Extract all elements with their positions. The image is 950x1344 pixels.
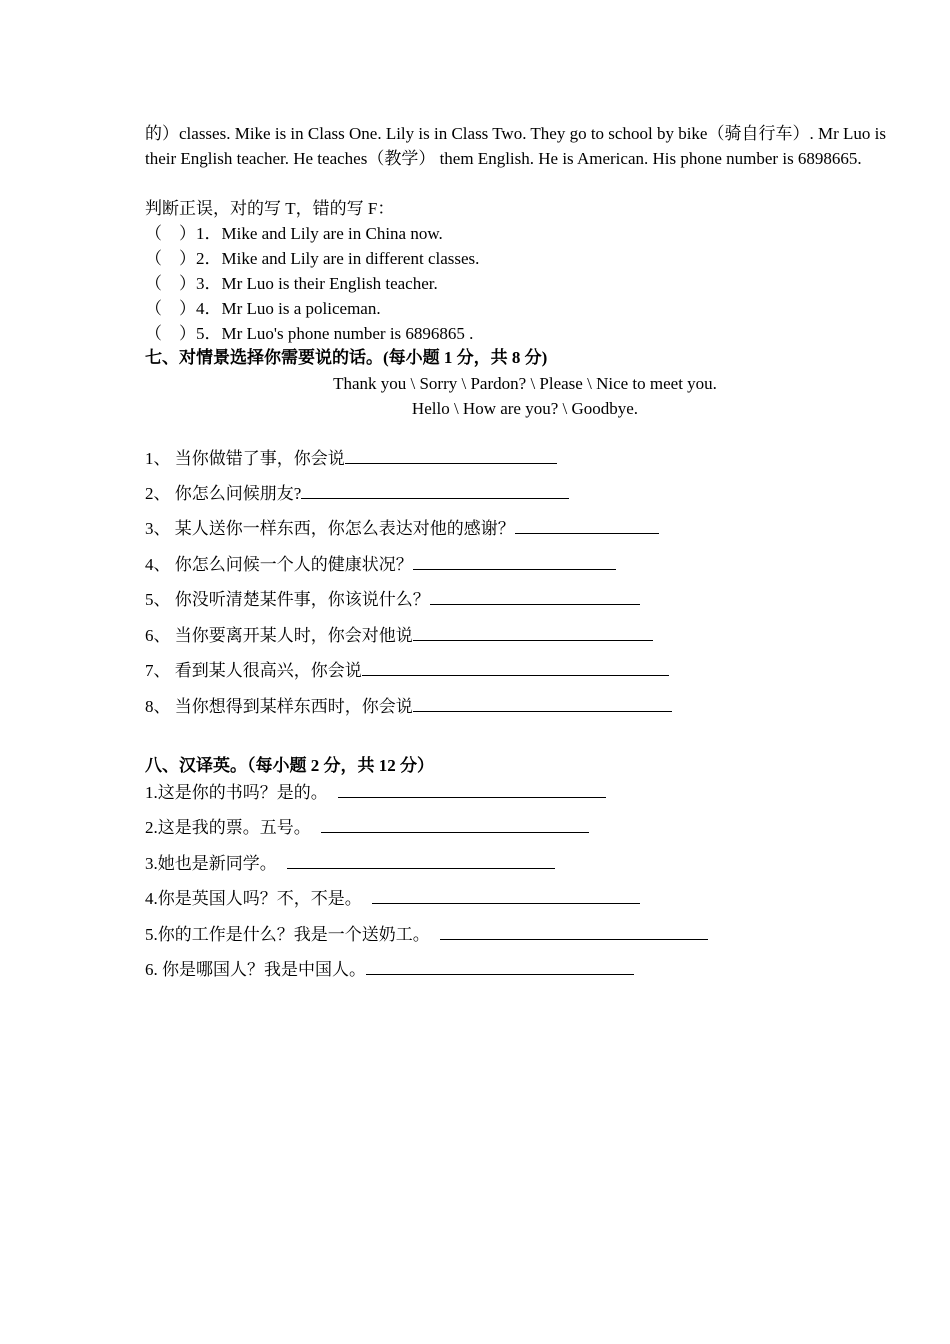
question-7-2 [145,481,569,506]
tf-item-2: （ ）2．Mike and Lily are in different classes. [145,249,480,268]
question-7-3 [145,516,659,541]
answer-blank[interactable] [301,481,569,499]
question-text: 4、 你怎么问候一个人的健康状况？ [145,555,413,574]
question-text: 8、 当你想得到某样东西时，你会说 [145,697,413,716]
question-text: 5.你的工作是什么？我是一个送奶工。 [145,925,430,944]
question-text: 2.这是我的票。五号。 [145,818,311,837]
phrase-options-line-2: Hello \ How are you? \ Goodbye. [411,399,639,418]
question-7-1 [145,446,557,471]
question-text: 2、 你怎么问候朋友? [145,484,302,503]
answer-blank[interactable] [515,516,659,534]
section-7-heading: 七、对情景选择你需要说的话。(每小题 1 分，共 8 分) [145,348,548,367]
answer-blank[interactable] [413,623,653,641]
question-text: 5、 你没听清楚某件事，你该说什么？ [145,590,430,609]
question-8-1 [145,780,606,805]
question-text: 3、 某人送你一样东西，你怎么表达对他的感谢？ [145,519,515,538]
question-text: 3.她也是新同学。 [145,854,277,873]
tf-item-1: （ ）1．Mike and Lily are in China now. [145,224,443,243]
question-text: 7、 看到某人很高兴，你会说 [145,661,362,680]
question-7-5 [145,587,640,612]
reading-paragraph: 的）classes. Mike is in Class One. Lily is in Class Two. They go to school by bike（骑自行车）. Mr Luo is their English teacher. He teaches（教学） them English. He is American. His phone number is 6898665. [145,124,886,168]
question-text: 1、 当你做错了事，你会说 [145,449,345,468]
question-7-6 [145,623,653,648]
question-text: 6. 你是哪国人？我是中国人。 [145,960,366,979]
question-7-4 [145,552,616,577]
answer-blank[interactable] [430,587,640,605]
answer-blank[interactable] [413,694,672,712]
question-8-3 [145,851,555,876]
question-7-7 [145,658,669,683]
answer-blank[interactable] [372,886,640,904]
tf-item-3: （ ）3．Mr Luo is their English teacher. [145,274,438,293]
answer-blank[interactable] [321,815,589,833]
question-8-5 [145,922,708,947]
tf-item-4: （ ）4．Mr Luo is a policeman. [145,299,381,318]
true-false-instruction: 判断正误，对的写 T，错的写 F： [145,199,395,218]
question-7-8 [145,694,672,719]
question-text: 4.你是英国人吗？不，不是。 [145,889,362,908]
answer-blank[interactable] [287,851,555,869]
section-8-heading: 八、汉译英。（每小题 2 分，共 12 分） [145,756,434,775]
question-text: 1.这是你的书吗？是的。 [145,783,328,802]
answer-blank[interactable] [440,922,708,940]
answer-blank[interactable] [338,780,606,798]
answer-blank[interactable] [413,552,616,570]
question-text: 6、 当你要离开某人时，你会对他说 [145,626,413,645]
question-8-4 [145,886,640,911]
tf-item-5: （ ）5．Mr Luo's phone number is 6896865 . [145,324,474,343]
phrase-options-line-1: Thank you \ Sorry \ Pardon? \ Please \ Nice to meet you. [333,374,717,393]
answer-blank[interactable] [366,957,634,975]
answer-blank[interactable] [362,658,669,676]
answer-blank[interactable] [345,446,557,464]
question-8-2 [145,815,589,840]
question-8-6 [145,957,634,982]
